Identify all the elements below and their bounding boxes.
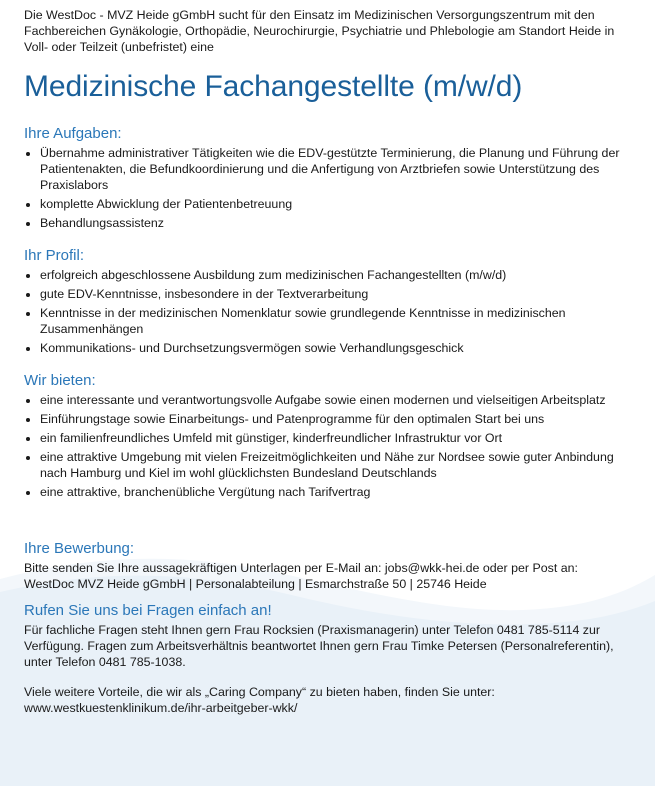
list-item: • Kenntnisse in der medizinischen Nomenklatur sowie grundlegende Kenntnisse in medizinischen Zusammenhängen <box>40 305 631 337</box>
list-item: • erfolgreich abgeschlossene Ausbildung zum medizinischen Fachangestellten (m/w/d) <box>40 267 631 283</box>
application-text: Bitte senden Sie Ihre aussagekräftigen Unterlagen per E-Mail an: jobs@wkk-hei.de oder per Post an: WestDoc MVZ Heide gGmbH | Personalabteilung | Esmarchstraße 50 | 25746 Heide <box>24 561 578 591</box>
list-item: • eine attraktive, branchenübliche Vergütung nach Tarifvertrag <box>40 484 631 500</box>
list-item: • Kommunikations- und Durchsetzungsvermögen sowie Verhandlungsgeschick <box>40 340 631 356</box>
contact-heading: Rufen Sie uns bei Fragen einfach an! <box>24 602 272 619</box>
job-title: Medizinische Fachangestellte (m/w/d) <box>24 70 523 103</box>
list-item: • Übernahme administrativer Tätigkeiten wie die EDV-gestützte Terminierung, die Planung und Führung der Patientenakten, die Befundkoordinierung und die Anfertigung von Arztbriefen sowie Unterstützung des Praxislabors <box>40 145 631 193</box>
profile-heading: Ihr Profil: <box>24 247 85 264</box>
profile-list <box>24 267 631 356</box>
intro-text: Die WestDoc - MVZ Heide gGmbH sucht für den Einsatz im Medizinischen Versorgungszentrum mit den Fachbereichen Gynäkologie, Orthopädie, Neurochirurgie, Psychiatrie und Phlebologie am Standort Heide in Voll- oder Teilzeit (unbefristet) eine <box>24 8 615 54</box>
list-item: • gute EDV-Kenntnisse, insbesondere in der Textverarbeitung <box>40 286 631 302</box>
list-item: • Einführungstage sowie Einarbeitungs- und Patenprogramme für den optimalen Start bei uns <box>40 411 631 427</box>
offer-list <box>24 392 631 500</box>
list-item: • ein familienfreundliches Umfeld mit günstiger, kinderfreundlicher Infrastruktur vor Ort <box>40 430 631 446</box>
closing-text: Viele weitere Vorteile, die wir als „Caring Company“ zu bieten haben, finden Sie unter: www.westkuestenklinikum.de/ihr-arbeitgeber-wkk/ <box>24 685 495 715</box>
tasks-list <box>24 145 631 231</box>
list-item: • komplette Abwicklung der Patientenbetreuung <box>40 196 631 212</box>
tasks-heading: Ihre Aufgaben: <box>24 125 122 142</box>
list-item: • Behandlungsassistenz <box>40 215 631 231</box>
offer-heading: Wir bieten: <box>24 372 96 389</box>
contact-text: Für fachliche Fragen steht Ihnen gern Frau Rocksien (Praxismanagerin) unter Telefon 0481 785-5114 zur Verfügung. Fragen zum Arbeitsverhältnis beantwortet Ihnen gern Frau Timke Petersen (Personalreferentin), unter Telefon 0481 785-1038. <box>24 623 614 669</box>
application-heading: Ihre Bewerbung: <box>24 540 135 557</box>
list-item: • eine interessante und verantwortungsvolle Aufgabe sowie einen modernen und vielseitigen Arbeitsplatz <box>40 392 631 408</box>
list-item: • eine attraktive Umgebung mit vielen Freizeitmöglichkeiten und Nähe zur Nordsee sowie guter Anbindung nach Hamburg und Kiel im wohl glücklichsten Bundesland Deutschlands <box>40 449 631 481</box>
job-posting <box>0 7 655 716</box>
